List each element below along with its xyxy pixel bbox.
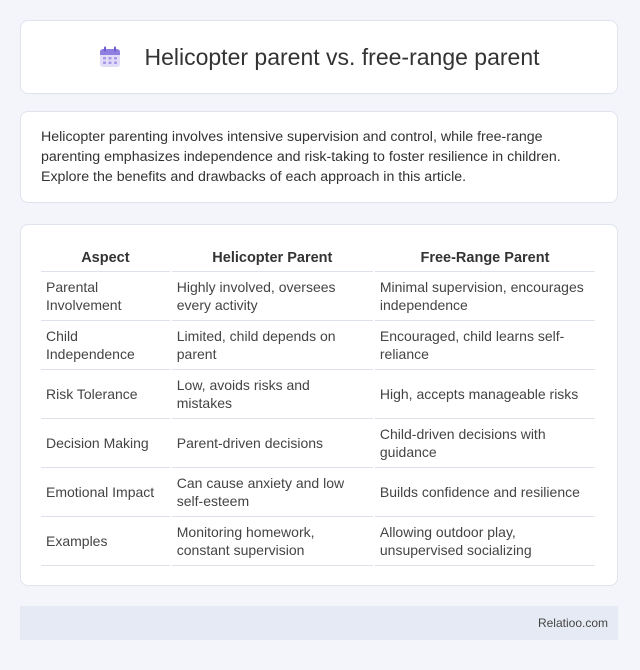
header-helicopter-parent: Helicopter Parent	[172, 245, 373, 272]
comparison-table	[39, 245, 597, 566]
intro-text: Helicopter parenting involves intensive supervision and control, while free-range parenting emphasizes independence and risk-taking to foster resilience in children. Explore the benefits and drawbacks of each approach in this article.	[41, 129, 561, 185]
table-row	[41, 321, 595, 370]
calendar-icon	[98, 45, 122, 69]
free-range-cell: Allowing outdoor play, unsupervised socializing	[375, 517, 595, 566]
header-aspect: Aspect	[41, 245, 170, 272]
helicopter-cell: Highly involved, oversees every activity	[172, 272, 373, 321]
helicopter-cell: Low, avoids risks and mistakes	[172, 370, 373, 419]
free-range-cell: Builds confidence and resilience	[375, 468, 595, 517]
aspect-cell: Decision Making	[41, 419, 170, 468]
free-range-cell: Minimal supervision, encourages independence	[375, 272, 595, 321]
title-card	[20, 20, 618, 94]
footer	[20, 606, 618, 640]
table-row	[41, 419, 595, 468]
aspect-cell: Parental Involvement	[41, 272, 170, 321]
table-row	[41, 517, 595, 566]
aspect-cell: Child Independence	[41, 321, 170, 370]
table-row	[41, 272, 595, 321]
comparison-table-card	[20, 224, 618, 586]
table-header-row	[41, 245, 595, 272]
helicopter-cell: Can cause anxiety and low self-esteem	[172, 468, 373, 517]
aspect-cell: Emotional Impact	[41, 468, 170, 517]
header-free-range-parent: Free-Range Parent	[375, 245, 595, 272]
free-range-cell: High, accepts manageable risks	[375, 370, 595, 419]
aspect-cell: Examples	[41, 517, 170, 566]
helicopter-cell: Parent-driven decisions	[172, 419, 373, 468]
table-row	[41, 468, 595, 517]
table-row	[41, 370, 595, 419]
footer-brand: Relatioo.com	[537, 616, 608, 630]
free-range-cell: Child-driven decisions with guidance	[375, 419, 595, 468]
free-range-cell: Encouraged, child learns self-reliance	[375, 321, 595, 370]
aspect-cell: Risk Tolerance	[41, 370, 170, 419]
helicopter-cell: Limited, child depends on parent	[172, 321, 373, 370]
page-title: Helicopter parent vs. free-range parent	[144, 43, 540, 70]
intro-card	[20, 111, 618, 203]
helicopter-cell: Monitoring homework, constant supervision	[172, 517, 373, 566]
